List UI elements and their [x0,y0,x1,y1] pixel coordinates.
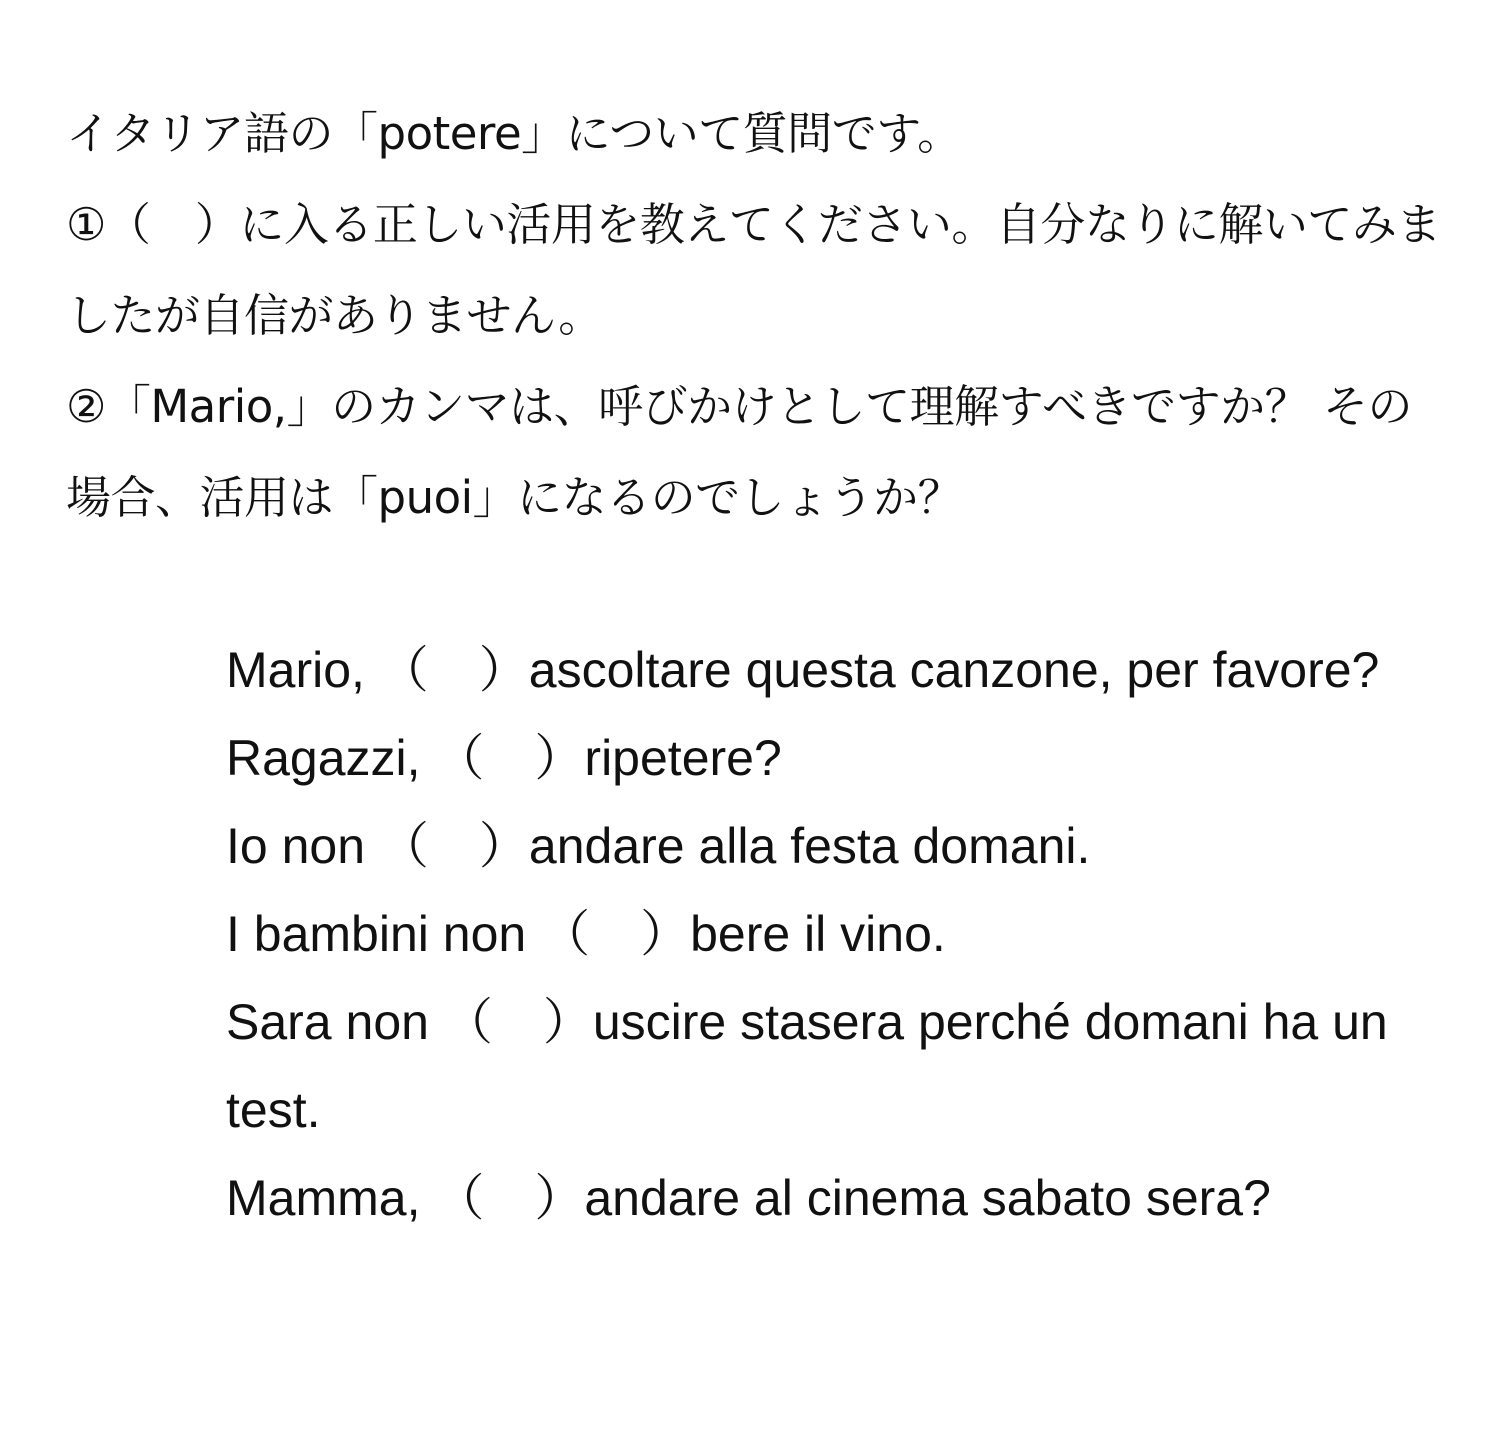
question-part-2: ②「Mario,」のカンマは、呼びかけとして理解すべきですか？ その場合、活用は「puoi」になるのでしょうか？ [66,380,1412,524]
question-title: イタリア語の「potere」について質問です。 [66,107,962,160]
exercise-sentence-2: Ragazzi, （ ）ripetere? [226,730,782,786]
exercise-sentence-6: Mamma, （ ）andare al cinema sabato sera? [226,1170,1271,1226]
exercise-list [226,626,1416,1242]
exercise-sentence-3: Io non （ ）andare alla festa domani. [226,818,1091,874]
exercise-sentence-1: Mario, （ ）ascoltare questa canzone, per favore? [226,642,1380,698]
exercise-sentence-4: I bambini non （ ）bere il vino. [226,906,946,962]
question-document [66,88,1446,1226]
exercise-sentence-5: Sara non （ ）uscire stasera perché domani ha un test. [226,994,1388,1138]
question-text [66,88,1446,543]
question-part-1: ①（ ）に入る正しい活用を教えてください。自分なりに解いてみましたが自信がありません。 [66,198,1441,342]
